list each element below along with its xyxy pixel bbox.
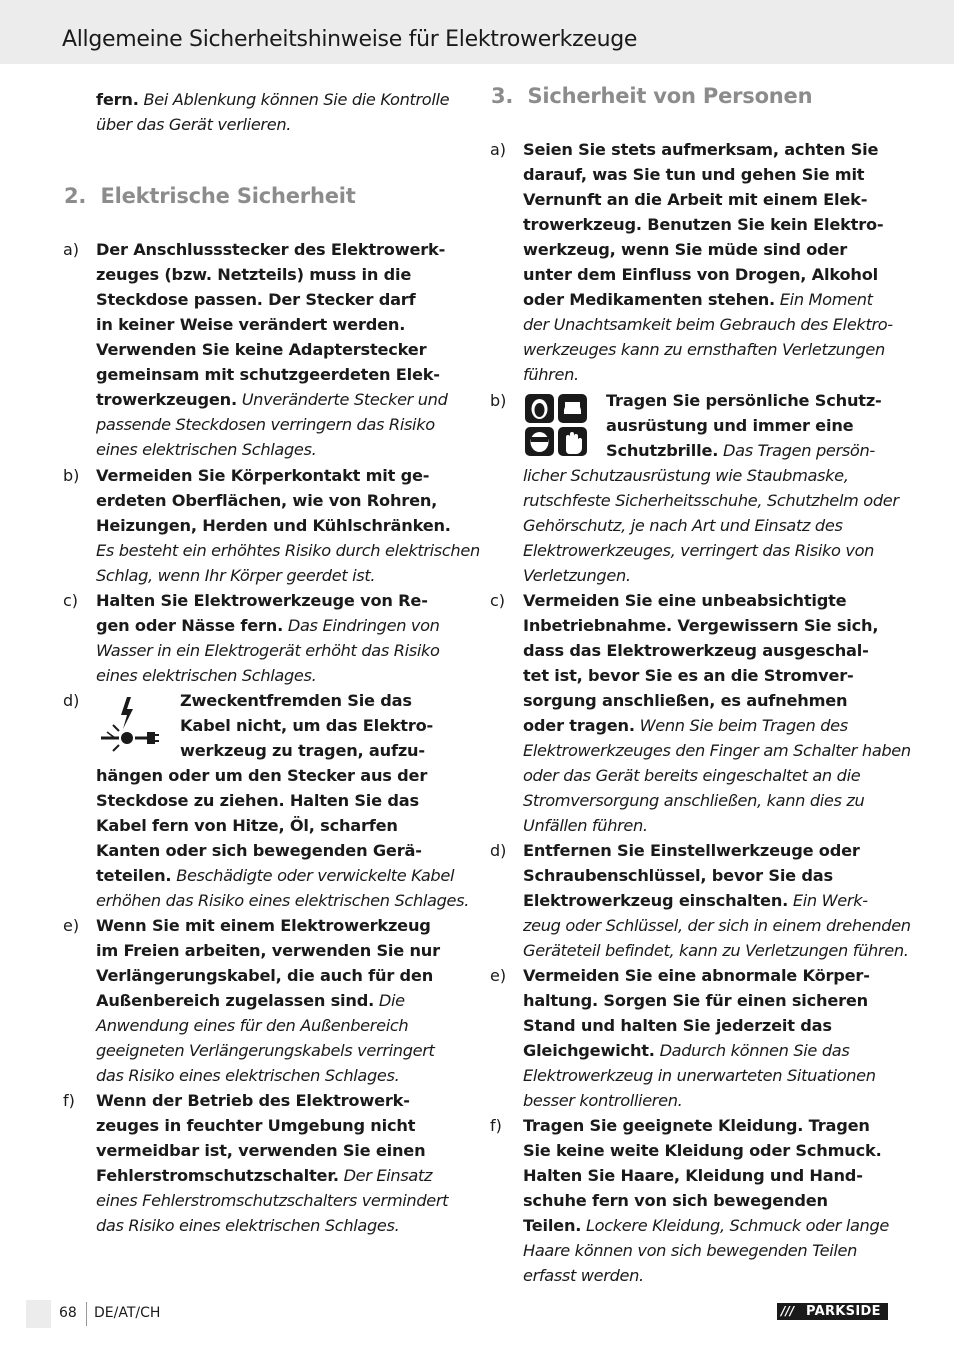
item-right-a-line-2: Vernunft an die Arbeit mit einem Elek- — [523, 190, 868, 209]
item-right-b-note-3: Elektrowerkzeuges, verringert das Risiko von — [523, 541, 875, 560]
item-right-b-note-0: licher Schutzausrüstung wie Staubmaske, — [523, 466, 849, 485]
item-left-a-line-0: Der Anschlussstecker des Elektrowerk- — [96, 240, 446, 259]
item-right-a-line-1: darauf, was Sie tun und gehen Sie mit — [523, 165, 865, 184]
item-left-b-line-1: erdeten Oberflächen, wie von Rohren, — [96, 491, 438, 510]
item-left-a-line-3: in keiner Weise verändert werden. — [96, 315, 406, 334]
item-left-e-label: e) — [63, 916, 80, 935]
section-heading-electrical-safety: 2. Elektrische Sicherheit — [64, 184, 356, 208]
item-right-b-label: b) — [490, 391, 507, 410]
item-left-c-note-0: Wasser in ein Elektrogerät erhöht das Risiko — [96, 641, 440, 660]
item-left-a-line-6: trowerkzeugen. Unveränderte Stecker und — [96, 390, 448, 409]
item-left-f-note-0: eines Fehlerstromschutzschalters vermindert — [96, 1191, 449, 1210]
item-right-d-line-0: Entfernen Sie Einstellwerkzeuge oder — [523, 841, 860, 860]
item-left-d-line-3: hängen oder um den Stecker aus der — [96, 766, 428, 785]
item-right-d-line-1: Schraubenschlüssel, bevor Sie das — [523, 866, 833, 885]
item-left-f-note-1: das Risiko eines elektrischen Schlages. — [96, 1216, 400, 1235]
item-left-d-line-0: Zweckentfremden Sie das — [180, 691, 412, 710]
item-left-a-note-0: passende Steckdosen verringern das Risiko — [96, 415, 435, 434]
item-right-c-note-1: oder das Gerät bereits eingeschaltet an die — [523, 766, 861, 785]
intro-line-2: über das Gerät verlieren. — [96, 115, 292, 134]
item-left-d-line-2: werkzeug zu tragen, aufzu- — [180, 741, 425, 760]
item-left-f-label: f) — [63, 1091, 75, 1110]
item-right-a-note-2: führen. — [523, 365, 579, 384]
item-left-b-note-1: Schlag, wenn Ihr Körper geerdet ist. — [96, 566, 376, 585]
item-left-f-line-0: Wenn der Betrieb des Elektrowerk- — [96, 1091, 410, 1110]
item-right-f-note-1: erfasst werden. — [523, 1266, 644, 1285]
item-left-d-line-1: Kabel nicht, um das Elektro- — [180, 716, 434, 735]
item-left-d-line-5: Kabel fern von Hitze, Öl, scharfen — [96, 816, 398, 835]
item-left-d-line-7: teteilen. Beschädigte oder verwickelte Kabel — [96, 866, 455, 885]
item-right-b-note-2: Gehörschutz, je nach Art und Einsatz des — [523, 516, 843, 535]
item-right-a-label: a) — [490, 140, 507, 159]
item-right-c-line-0: Vermeiden Sie eine unbeabsichtigte — [523, 591, 847, 610]
item-left-d-label: d) — [63, 691, 80, 710]
intro-line-1: fern. Bei Ablenkung können Sie die Kontrolle — [96, 90, 450, 109]
brand-logo — [777, 1303, 888, 1320]
item-right-e-note-0: Elektrowerkzeug in unerwarteten Situationen — [523, 1066, 876, 1085]
item-right-e-note-1: besser kontrollieren. — [523, 1091, 683, 1110]
item-right-b-line-2: Schutzbrille. Das Tragen persön- — [606, 441, 875, 460]
item-right-c-line-5: oder tragen. Wenn Sie beim Tragen des — [523, 716, 848, 735]
item-left-a-line-2: Steckdose passen. Der Stecker darf — [96, 290, 416, 309]
item-right-c-label: c) — [490, 591, 506, 610]
item-left-f-line-2: vermeidbar ist, verwenden Sie einen — [96, 1141, 426, 1160]
item-right-c-note-0: Elektrowerkzeuges den Finger am Schalter haben — [523, 741, 911, 760]
item-right-f-label: f) — [490, 1116, 502, 1135]
item-right-e-label: e) — [490, 966, 507, 985]
item-right-e-line-0: Vermeiden Sie eine abnormale Körper- — [523, 966, 870, 985]
item-right-a-note-1: werkzeuges kann zu ernsthaften Verletzungen — [523, 340, 885, 359]
item-left-e-note-1: geeigneten Verlängerungskabels verringert — [96, 1041, 435, 1060]
item-left-d-line-4: Steckdose zu ziehen. Halten Sie das — [96, 791, 419, 810]
item-right-c-line-4: sorgung anschließen, es aufnehmen — [523, 691, 848, 710]
page-header — [0, 0, 954, 64]
item-right-e-line-2: Stand und halten Sie jederzeit das — [523, 1016, 832, 1035]
footer-box — [26, 1300, 51, 1328]
item-right-b-line-1: ausrüstung und immer eine — [606, 416, 854, 435]
item-right-b-line-0: Tragen Sie persönliche Schutz- — [606, 391, 882, 410]
language-code: DE/AT/CH — [94, 1305, 161, 1321]
item-left-e-line-3: Außenbereich zugelassen sind. Die — [96, 991, 405, 1010]
brand-stripes: /// — [781, 1304, 795, 1318]
item-left-b-note-0: Es besteht ein erhöhtes Risiko durch elektrischen — [96, 541, 480, 560]
item-left-a-line-1: zeuges (bzw. Netzteils) muss in die — [96, 265, 412, 284]
item-left-e-note-2: das Risiko eines elektrischen Schlages. — [96, 1066, 400, 1085]
item-left-b-label: b) — [63, 466, 80, 485]
item-right-d-note-1: Geräteteil befindet, kann zu Verletzungen führen. — [523, 941, 909, 960]
protective-equipment-icon — [524, 393, 588, 457]
item-right-c-note-2: Stromversorgung anschließen, kann dies zu — [523, 791, 865, 810]
item-right-c-line-3: tet ist, bevor Sie es an die Stromver- — [523, 666, 854, 685]
section-heading-personal-safety: 3. Sicherheit von Personen — [491, 84, 813, 108]
item-right-f-note-0: Haare können von sich bewegenden Teilen — [523, 1241, 858, 1260]
page-title: Allgemeine Sicherheitshinweise für Elektrowerkzeuge — [62, 27, 638, 52]
footer-divider — [86, 1302, 87, 1326]
item-left-e-note-0: Anwendung eines für den Außenbereich — [96, 1016, 409, 1035]
item-right-a-line-0: Seien Sie stets aufmerksam, achten Sie — [523, 140, 879, 159]
item-right-f-line-0: Tragen Sie geeignete Kleidung. Tragen — [523, 1116, 870, 1135]
item-right-a-line-4: werkzeug, wenn Sie müde sind oder — [523, 240, 848, 259]
item-right-e-line-3: Gleichgewicht. Dadurch können Sie das — [523, 1041, 850, 1060]
item-left-a-line-5: gemeinsam mit schutzgeerdeten Elek- — [96, 365, 440, 384]
item-right-f-line-1: Sie keine weite Kleidung oder Schmuck. — [523, 1141, 882, 1160]
item-right-a-line-5: unter dem Einfluss von Drogen, Alkohol — [523, 265, 878, 284]
item-left-e-line-1: im Freien arbeiten, verwenden Sie nur — [96, 941, 440, 960]
item-right-f-line-4: Teilen. Lockere Kleidung, Schmuck oder lange — [523, 1216, 889, 1235]
item-left-a-label: a) — [63, 240, 80, 259]
item-right-c-line-1: Inbetriebnahme. Vergewissern Sie sich, — [523, 616, 879, 635]
item-left-c-line-0: Halten Sie Elektrowerkzeuge von Re- — [96, 591, 428, 610]
item-left-b-line-0: Vermeiden Sie Körperkontakt mit ge- — [96, 466, 430, 485]
item-left-d-note-0: erhöhen das Risiko eines elektrischen Schlages. — [96, 891, 469, 910]
page-number: 68 — [59, 1305, 77, 1321]
item-right-c-note-3: Unfällen führen. — [523, 816, 648, 835]
item-left-f-line-1: zeuges in feuchter Umgebung nicht — [96, 1116, 416, 1135]
item-left-b-line-2: Heizungen, Herden und Kühlschränken. — [96, 516, 451, 535]
item-left-d-line-6: Kanten oder sich bewegenden Gerä- — [96, 841, 422, 860]
item-right-b-note-4: Verletzungen. — [523, 566, 631, 585]
item-left-e-line-2: Verlängerungskabel, die auch für den — [96, 966, 434, 985]
item-right-e-line-1: haltung. Sorgen Sie für einen sicheren — [523, 991, 869, 1010]
item-right-c-line-2: dass das Elektrowerkzeug ausgeschal- — [523, 641, 869, 660]
item-left-c-label: c) — [63, 591, 79, 610]
item-right-f-line-3: schuhe fern von sich bewegenden — [523, 1191, 828, 1210]
item-left-c-note-1: eines elektrischen Schlages. — [96, 666, 317, 685]
item-left-a-note-1: eines elektrischen Schlages. — [96, 440, 317, 459]
item-left-a-line-4: Verwenden Sie keine Adapterstecker — [96, 340, 427, 359]
item-right-b-note-1: rutschfeste Sicherheitsschuhe, Schutzhelm oder — [523, 491, 899, 510]
item-right-a-line-6: oder Medikamenten stehen. Ein Moment — [523, 290, 873, 309]
cable-hazard-icon — [97, 691, 161, 757]
item-left-c-line-1: gen oder Nässe fern. Das Eindringen von — [96, 616, 440, 635]
item-left-f-line-3: Fehlerstromschutzschalter. Der Einsatz — [96, 1166, 433, 1185]
item-left-e-line-0: Wenn Sie mit einem Elektrowerkzeug — [96, 916, 431, 935]
item-right-a-note-0: der Unachtsamkeit beim Gebrauch des Elektro- — [523, 315, 893, 334]
item-right-d-note-0: zeug oder Schlüssel, der sich in einem drehenden — [523, 916, 911, 935]
item-right-a-line-3: trowerkzeug. Benutzen Sie kein Elektro- — [523, 215, 884, 234]
item-right-d-line-2: Elektrowerkzeug einschalten. Ein Werk- — [523, 891, 868, 910]
item-right-f-line-2: Halten Sie Haare, Kleidung und Hand- — [523, 1166, 863, 1185]
brand-name: PARKSIDE — [806, 1304, 881, 1319]
item-right-d-label: d) — [490, 841, 507, 860]
